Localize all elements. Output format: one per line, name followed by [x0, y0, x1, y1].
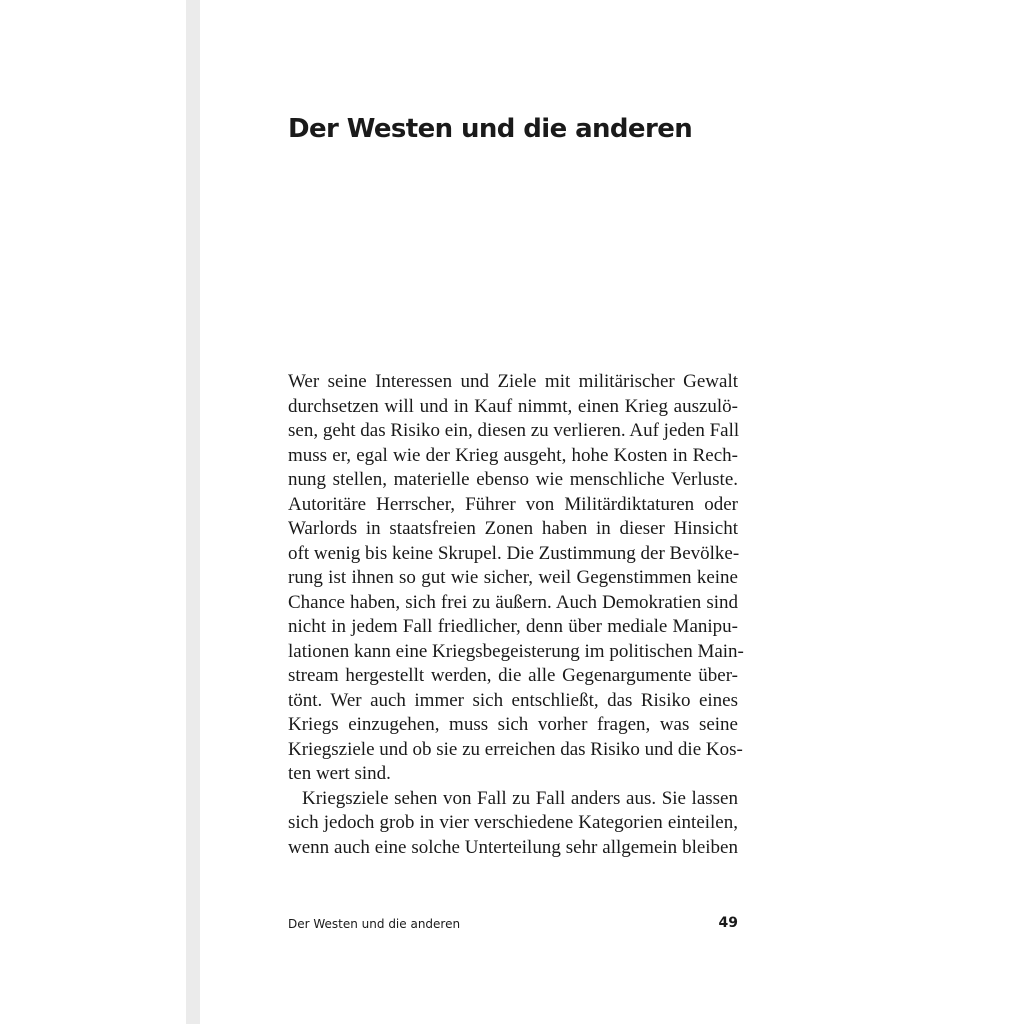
text-line: sen, geht das Risiko ein, diesen zu verlieren. Auf jeden Fall [288, 420, 740, 441]
text-line: nung stellen, materielle ebenso wie menschliche Verluste. [288, 469, 738, 490]
text-line: muss er, egal wie der Krieg ausgeht, hohe Kosten in Rech- [288, 444, 738, 466]
page-number: 49 [718, 915, 738, 931]
text-line: Kriegs einzugehen, muss sich vorher fragen, was seine [288, 714, 738, 735]
text-line: Autoritäre Herrscher, Führer von Militärdiktaturen oder [288, 493, 738, 515]
text-line: Wer seine Interessen und Ziele mit militärischer Gewalt [288, 371, 738, 392]
running-footer-title: Der Westen und die anderen [288, 917, 461, 931]
page-gutter-bar [186, 0, 200, 1024]
text-line: tönt. Wer auch immer sich entschließt, das Risiko eines [288, 689, 738, 711]
text-line: durchsetzen will und in Kauf nimmt, einen Krieg auszulö- [288, 395, 738, 417]
text-line: Kriegsziele sehen von Fall zu Fall anders aus. Sie lassen [302, 787, 738, 809]
text-line: rung ist ihnen so gut wie sicher, weil Gegenstimmen keine [288, 567, 738, 588]
text-line: stream hergestellt werden, die alle Gegenargumente über- [288, 665, 738, 686]
text-line: ten wert sind. [288, 763, 391, 784]
chapter-title: Der Westen und die anderen [288, 114, 693, 144]
text-line: lationen kann eine Kriegsbegeisterung im politischen Main- [288, 640, 744, 662]
text-line: nicht in jedem Fall friedlicher, denn über mediale Manipu- [288, 616, 738, 637]
text-line: Warlords in staatsfreien Zonen haben in dieser Hinsicht [288, 518, 738, 539]
paragraph-2 [288, 787, 738, 861]
paragraph-1 [288, 370, 744, 787]
text-line: sich jedoch grob in vier verschiedene Kategorien einteilen, [288, 812, 738, 833]
text-line: oft wenig bis keine Skrupel. Die Zustimmung der Bevölke- [288, 542, 740, 564]
text-line: wenn auch eine solche Unterteilung sehr allgemein bleiben [288, 836, 738, 858]
body-text [288, 370, 744, 860]
text-line: Chance haben, sich frei zu äußern. Auch Demokratien sind [288, 591, 738, 613]
text-line: Kriegsziele und ob sie zu erreichen das Risiko und die Kos- [288, 738, 743, 760]
